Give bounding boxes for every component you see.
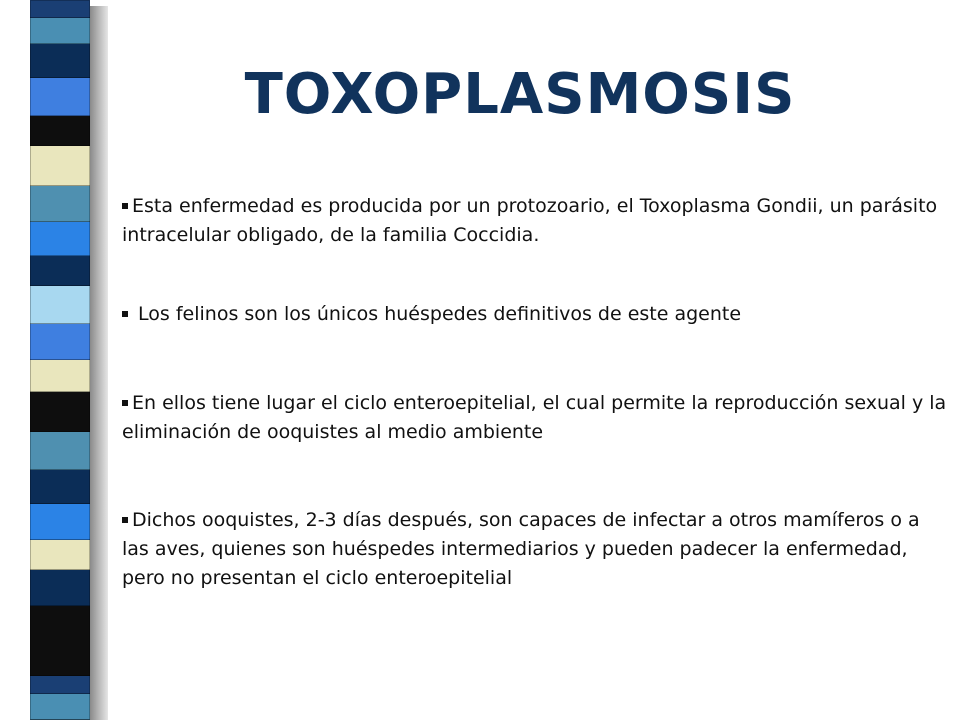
stripe-block <box>30 286 90 324</box>
stripe-block <box>30 0 90 18</box>
bullet-text: Dichos ooquistes, 2-3 días después, son capaces de infectar a otros mamíferos o a las aves, quienes son huéspedes intermediarios y pueden padecer la enfermedad, pero no presentan el ciclo enteroepitelial <box>122 509 920 589</box>
stripe-block <box>30 256 90 286</box>
square-bullet-icon <box>122 517 128 523</box>
bullet-item <box>122 300 952 329</box>
bullet-item <box>122 506 952 593</box>
stripe-block <box>30 504 90 540</box>
stripe-block <box>30 694 90 720</box>
stripe-block <box>30 606 90 676</box>
square-bullet-icon <box>122 400 128 406</box>
stripe-block <box>30 570 90 606</box>
decorative-stripe <box>30 0 90 720</box>
stripe-block <box>30 360 90 392</box>
bullet-item <box>122 192 952 250</box>
bullet-text: En ellos tiene lugar el ciclo enteroepitelial, el cual permite la reproducción sexual y la eliminación de ooquistes al medio ambiente <box>122 392 947 443</box>
stripe-block <box>30 222 90 256</box>
stripe-block <box>30 146 90 186</box>
bullet-list <box>122 192 952 593</box>
stripe-block <box>30 78 90 116</box>
bullet-text: Los felinos son los únicos huéspedes definitivos de este agente <box>138 303 742 325</box>
stripe-block <box>30 676 90 694</box>
slide-title: TOXOPLASMOSIS <box>244 62 796 127</box>
stripe-block <box>30 432 90 470</box>
bullet-item <box>122 389 952 447</box>
stripe-block <box>30 116 90 146</box>
stripe-block <box>30 470 90 504</box>
stripe-block <box>30 18 90 44</box>
stripe-block <box>30 540 90 570</box>
square-bullet-icon <box>122 203 128 209</box>
stripe-block <box>30 392 90 432</box>
stripe-shadow-top <box>90 0 108 6</box>
bullet-text: Esta enfermedad es producida por un protozoario, el Toxoplasma Gondii, un parásito intracelular obligado, de la familia Coccidia. <box>122 195 938 246</box>
stripe-shadow <box>90 0 108 720</box>
stripe-block <box>30 324 90 360</box>
square-bullet-icon <box>122 311 128 317</box>
stripe-block <box>30 44 90 78</box>
stripe-block <box>30 186 90 222</box>
